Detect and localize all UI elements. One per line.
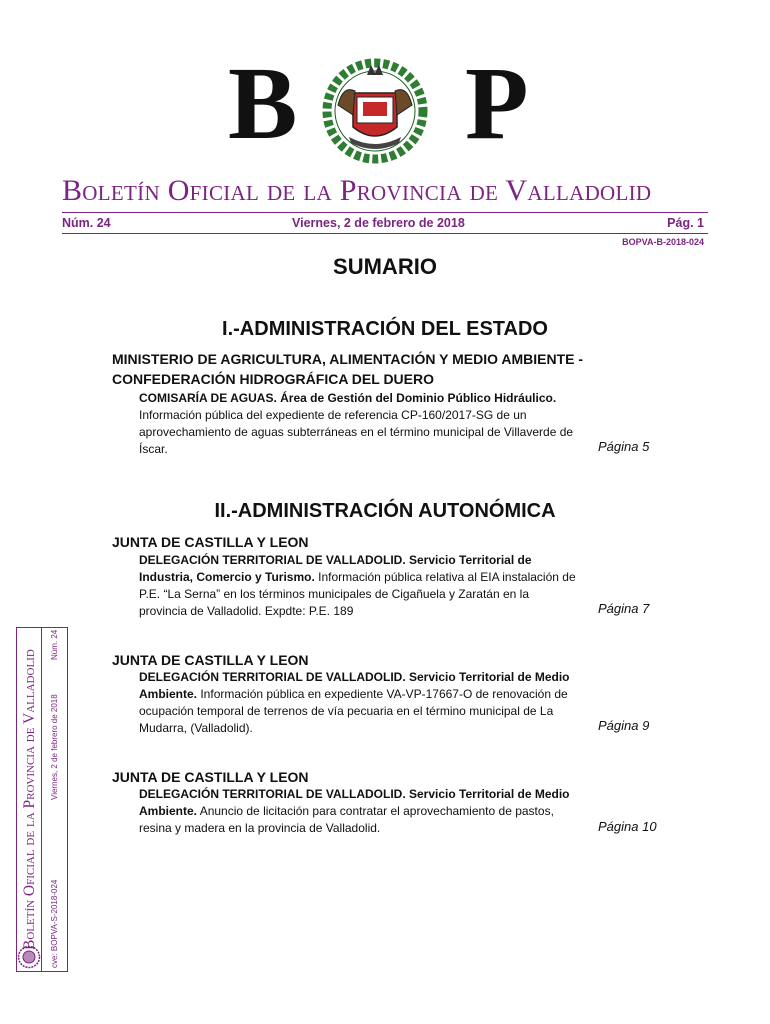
issue-number: Núm. 24 bbox=[62, 216, 111, 230]
masthead-letter-b: B bbox=[228, 46, 298, 161]
header-rule-top bbox=[62, 212, 708, 213]
page-number: Pág. 1 bbox=[667, 216, 704, 230]
entry-authority: DELEGACIÓN TERRITORIAL DE VALLADOLID. Servicio Territorial de Medio Ambiente. bbox=[139, 787, 570, 818]
entry-description: Anuncio de licitación para contratar el aprovechamiento de pastos, resina y madera en la provincia de Valladolid. bbox=[139, 804, 554, 835]
entry-authority: DELEGACIÓN TERRITORIAL DE VALLADOLID. Servicio Territorial de Industria, Comercio y Turismo. bbox=[139, 553, 532, 584]
coat-of-arms-icon bbox=[313, 45, 438, 170]
document-code: BOPVA-B-2018-024 bbox=[622, 237, 704, 247]
sidebar-number: Núm. 24 bbox=[50, 629, 59, 660]
organization-line: MINISTERIO DE AGRICULTURA, ALIMENTACIÓN Y MEDIO AMBIENTE - bbox=[112, 351, 584, 367]
page-reference[interactable]: Página 5 bbox=[598, 439, 650, 454]
sidebar-date: Viernes, 2 de febrero de 2018 bbox=[50, 694, 59, 800]
publication-title: Boletín Oficial de la Provincia de Valladolid bbox=[62, 174, 652, 207]
summary-entry bbox=[139, 552, 579, 620]
page-reference[interactable]: Página 7 bbox=[598, 601, 650, 616]
organization-line: CONFEDERACIÓN HIDROGRÁFICA DEL DUERO bbox=[112, 371, 435, 387]
summary-entry bbox=[139, 390, 579, 458]
issue-date: Viernes, 2 de febrero de 2018 bbox=[292, 216, 465, 230]
organization-name: JUNTA DE CASTILLA Y LEON bbox=[112, 652, 309, 668]
organization-name bbox=[112, 349, 672, 389]
section-heading: II.-ADMINISTRACIÓN AUTONÓMICA bbox=[214, 500, 556, 522]
section-heading: I.-ADMINISTRACIÓN DEL ESTADO bbox=[222, 318, 548, 340]
organization-name: JUNTA DE CASTILLA Y LEON bbox=[112, 769, 309, 785]
masthead-letter-p: P bbox=[465, 46, 529, 161]
page-reference[interactable]: Página 9 bbox=[598, 718, 650, 733]
summary-entry bbox=[139, 786, 579, 837]
seal-icon bbox=[17, 945, 41, 969]
summary-entry bbox=[139, 669, 579, 737]
entry-authority: COMISARÍA DE AGUAS. Área de Gestión del Dominio Público Hidráulico. bbox=[139, 391, 557, 405]
sidebar-cve: cve: BOPVA-S-2018-024 bbox=[50, 879, 59, 968]
summary-title: SUMARIO bbox=[333, 254, 437, 279]
header-rule-bottom bbox=[62, 233, 708, 234]
entry-authority: DELEGACIÓN TERRITORIAL DE VALLADOLID. Servicio Territorial de Medio Ambiente. bbox=[139, 670, 570, 701]
entry-description: Información pública del expediente de referencia CP-160/2017-SG de un aprovechamiento de aguas subterráneas en el término municipal de Villaverde de Íscar. bbox=[139, 408, 574, 456]
entry-description: Información pública relativa al EIA instalación de P.E. “La Serna” en los términos municipales de Cigañuela y Zaratán en la provincia de Valladolid. Expdte: P.E. 189 bbox=[139, 570, 576, 618]
sidebar-title: Boletín Oficial de la Provincia de Valladolid bbox=[21, 649, 38, 950]
entry-description: Información pública en expediente VA-VP-17667-O de renovación de ocupación temporal de terrenos de vía pecuaria en el término municipal de La Mudarra, (Valladolid). bbox=[139, 687, 568, 735]
organization-name: JUNTA DE CASTILLA Y LEON bbox=[112, 534, 309, 550]
page-reference[interactable]: Página 10 bbox=[598, 819, 657, 834]
